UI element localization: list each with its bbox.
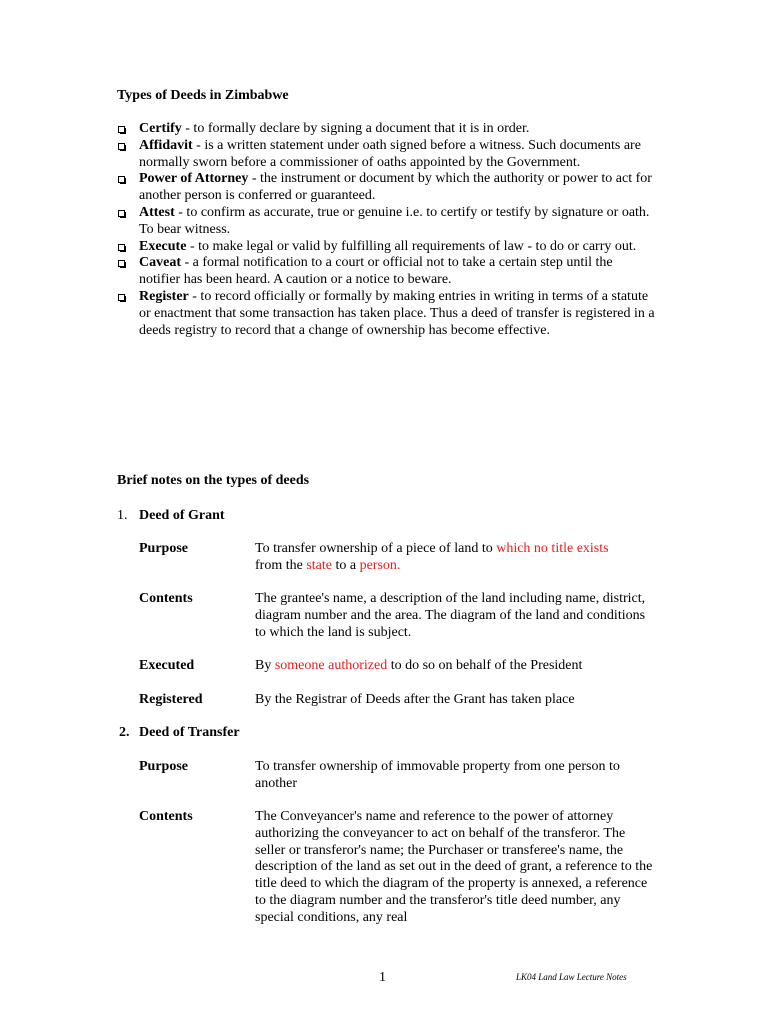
square-bullet-icon — [118, 143, 125, 150]
definition-term: Affidavit — [139, 137, 193, 153]
list-item — [117, 239, 657, 256]
definition-term: Power of Attorney — [139, 171, 249, 187]
executed-text-part: By — [255, 658, 275, 673]
square-bullet-icon — [118, 126, 125, 133]
purpose-text-part: To transfer ownership of a piece of land to — [255, 541, 497, 556]
purpose-text — [255, 541, 655, 575]
definition-term: Execute — [139, 238, 187, 254]
executed-label: Executed — [139, 658, 195, 673]
purpose-label: Purpose — [139, 541, 188, 556]
list-item — [117, 289, 657, 339]
deed-heading: Deed of Grant — [139, 508, 225, 523]
list-item — [117, 205, 657, 239]
executed-text — [255, 658, 655, 675]
list-item — [117, 171, 657, 205]
highlight-text: person. — [359, 557, 401, 573]
definition-term: Certify — [139, 121, 182, 136]
highlight-text: state — [306, 557, 332, 573]
executed-text-part: to do so on behalf of the President — [387, 658, 583, 673]
definition-text: - to record officially or formally by making entries in writing in terms of a statute or enactment that some transaction has taken place. Thus a deed of transfer is registered in a deeds registry to record that a change of ownership has become effective. — [139, 288, 655, 338]
deed-heading: Deed of Transfer — [139, 725, 240, 740]
list-item — [117, 138, 657, 172]
purpose-label: Purpose — [139, 759, 188, 774]
page-number: 1 — [379, 970, 386, 985]
definition-text: - the instrument or document by which the authority or power to act for another person is conferred or guaranteed. — [139, 171, 652, 204]
definition-text: - is a written statement under oath signed before a witness. Such documents are normally sworn before a commissioner of oaths appointed by the Government. — [139, 137, 641, 170]
square-bullet-icon — [118, 260, 125, 267]
registered-text: By the Registrar of Deeds after the Grant has taken place — [255, 692, 575, 707]
page-title: Types of Deeds in Zimbabwe — [117, 88, 289, 103]
square-bullet-icon — [118, 176, 125, 183]
purpose-text-part: to a — [331, 557, 360, 573]
deed-number: 2. — [119, 725, 130, 740]
list-item — [117, 255, 657, 289]
square-bullet-icon — [118, 244, 125, 251]
contents-text: The grantee's name, a description of the land including name, district, diagram number and the area. The diagram of the land and conditions to which the land is subject. — [255, 591, 646, 640]
definition-term: Caveat — [139, 255, 181, 271]
definition-text: - a formal notification to a court or official not to take a certain step until the notifier has been heard. A caution or a notice to beware. — [139, 255, 613, 288]
purpose-text: To transfer ownership of immovable property from one person to another — [255, 759, 620, 791]
definition-text: - to make legal or valid by fulfilling all requirements of law - to do or carry out. — [186, 238, 637, 254]
contents-label: Contents — [139, 591, 193, 606]
footer-note: LK04 Land Law Lecture Notes — [516, 972, 627, 982]
square-bullet-icon — [118, 210, 125, 217]
highlight-text: someone authorized — [274, 658, 388, 673]
highlight-text: which no title exists — [496, 541, 609, 556]
contents-label: Contents — [139, 809, 193, 824]
definition-text: - to confirm as accurate, true or genuine i.e. to certify or testify by signature or oath. To bear witness. — [139, 204, 650, 237]
definition-term: Register — [139, 288, 189, 304]
definition-text: - to formally declare by signing a document that it is in order. — [181, 121, 530, 136]
brief-notes-heading: Brief notes on the types of deeds — [117, 473, 310, 488]
contents-text: The Conveyancer's name and reference to the power of attorney authorizing the conveyancer to act on behalf of the transferor. The seller or transferor's name; the Purchaser or transferee's name, the description of the land as set out in the deed of grant, a reference to the title deed to which the diagram of the property is annexed, a reference to the diagram number and the transferor's title deed number, any special conditions, any real — [255, 809, 653, 925]
deed-number: 1. — [117, 508, 128, 523]
square-bullet-icon — [118, 294, 125, 301]
definition-term: Attest — [139, 204, 175, 220]
list-item — [117, 121, 657, 138]
purpose-text-part: from the — [255, 557, 307, 573]
definitions-list — [117, 121, 657, 339]
registered-label: Registered — [139, 692, 203, 707]
